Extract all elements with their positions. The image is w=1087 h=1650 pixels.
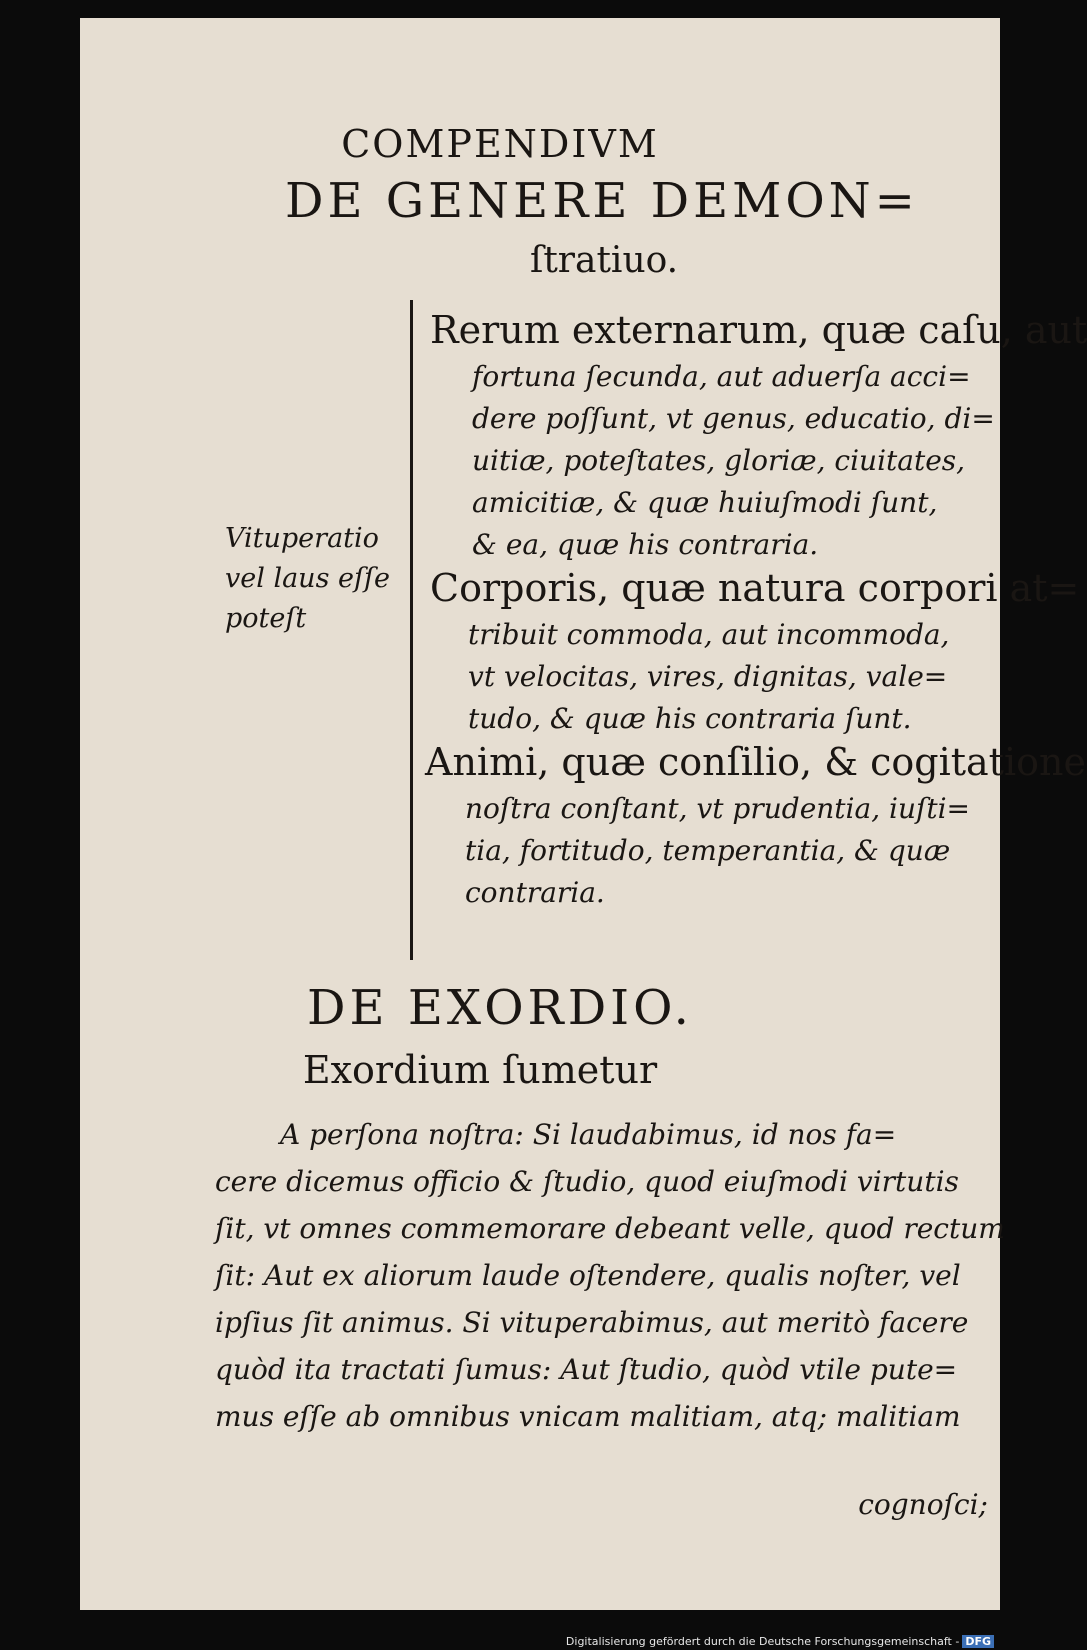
item-line: noſtra conſtant, vt prudentia, iuſti= bbox=[465, 792, 971, 825]
item-line: & ea, quæ his contraria. bbox=[472, 528, 819, 561]
side-note-line: vel laus eſſe bbox=[225, 563, 390, 594]
catchword: cognoſci; bbox=[858, 1488, 988, 1521]
item-line: Corporis, quæ natura corpori at= bbox=[430, 566, 1080, 610]
credit-text: Digitalisierung gefördert durch die Deutsche Forschungsgemeinschaft - bbox=[565, 1635, 960, 1648]
paragraph-line: quòd ita tractati ſumus: Aut ſtudio, quòd vtile pute= bbox=[215, 1353, 958, 1386]
item-line: tia, fortitudo, temperantia, & quæ bbox=[465, 834, 951, 867]
book-page bbox=[80, 18, 1087, 1610]
item-line: contraria. bbox=[465, 876, 605, 909]
item-line: fortuna ſecunda, aut aduerſa acci= bbox=[472, 360, 971, 393]
item-line: Animi, quæ conſilio, & cogitatione bbox=[425, 740, 1086, 784]
dfg-logo: DFG bbox=[962, 1635, 994, 1648]
bracket bbox=[410, 300, 421, 960]
paragraph-line: ipſius ſit animus. Si vituperabimus, aut meritò facere bbox=[215, 1306, 969, 1339]
item-line: amicitiæ, & quæ huiuſmodi ſunt, bbox=[472, 486, 938, 519]
item-line: tribuit commoda, aut incommoda, bbox=[468, 618, 950, 651]
paragraph-line: A perſona noſtra: Si laudabimus, id nos fa= bbox=[280, 1118, 897, 1151]
digitization-credit bbox=[566, 1635, 994, 1648]
title-line-3: ſtratiuo. bbox=[530, 240, 679, 281]
paragraph-line: mus eſſe ab omnibus vnicam malitiam, atq; malitiam bbox=[215, 1400, 961, 1433]
item-line: uitiæ, poteſtates, gloriæ, ciuitates, bbox=[472, 444, 966, 477]
paragraph-line: ſit: Aut ex aliorum laude oſtendere, qualis noſter, vel bbox=[215, 1259, 961, 1292]
item-line: Rerum externarum, quæ caſu, aut bbox=[430, 308, 1087, 352]
paragraph-line: cere dicemus officio & ſtudio, quod eiuſmodi virtutis bbox=[215, 1165, 959, 1198]
title-line-2: DE GENERE DEMON= bbox=[285, 173, 919, 229]
section-subheading: Exordium ſumetur bbox=[302, 1048, 658, 1092]
title-line-1: COMPENDIVM bbox=[341, 122, 659, 166]
paragraph-line: ſit, vt omnes commemorare debeant velle, quod rectum bbox=[215, 1212, 1005, 1245]
side-note-line: Vituperatio bbox=[225, 523, 379, 554]
section-heading: DE EXORDIO. bbox=[307, 980, 693, 1036]
item-line: tudo, & quæ his contraria ſunt. bbox=[468, 702, 912, 735]
item-line: vt velocitas, vires, dignitas, vale= bbox=[468, 660, 948, 693]
item-line: dere poſſunt, vt genus, educatio, di= bbox=[472, 402, 995, 435]
side-note-line: poteſt bbox=[225, 603, 307, 634]
